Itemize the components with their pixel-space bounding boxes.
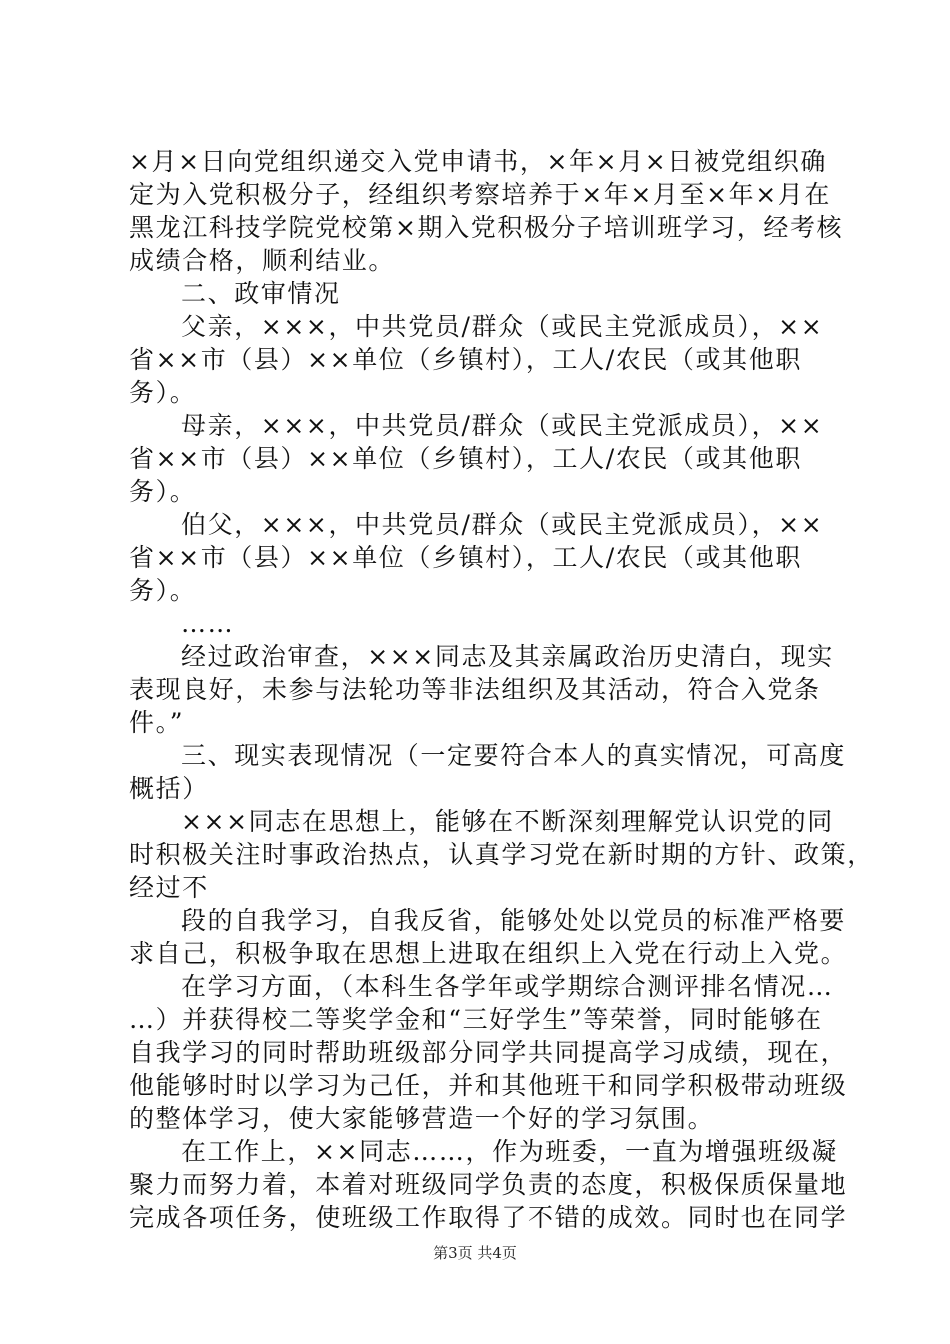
text-line: 经过政治审查，×××同志及其亲属政治历史清白，现实 bbox=[181, 642, 834, 671]
page-footer: 第3页 共4页 bbox=[433, 1244, 517, 1262]
text-line: …… bbox=[181, 609, 235, 638]
text-line: 省××市（县）××单位（乡镇村），工人/农民（或其他职 bbox=[129, 444, 802, 473]
text-line: 务）。 bbox=[129, 576, 197, 605]
text-line: 概括） bbox=[129, 774, 209, 803]
text-line: 父亲，×××，中共党员/群众（或民主党派成员），×× bbox=[181, 312, 824, 341]
text-line: 求自己，积极争取在思想上进取在组织上入党在行动上入党。 bbox=[129, 939, 848, 968]
text-line: 黑龙江科技学院党校第×期入党积极分子培训班学习，经考核 bbox=[129, 213, 844, 242]
text-line: 伯父，×××，中共党员/群众（或民主党派成员），×× bbox=[181, 510, 824, 539]
text-line: 在学习方面，（本科生各学年或学期综合测评排名情况… bbox=[181, 972, 834, 1001]
text-line: 二、政审情况 bbox=[181, 279, 341, 308]
text-line: 经过不 bbox=[129, 873, 209, 902]
text-line: 他能够时时以学习为己任，并和其他班干和同学积极带动班级 bbox=[129, 1071, 848, 1100]
text-line: 成绩合格，顺利结业。 bbox=[129, 246, 396, 275]
text-line: 完成各项任务，使班级工作取得了不错的成效。同时也在同学 bbox=[129, 1203, 848, 1232]
text-line: 的整体学习，使大家能够营造一个好的学习氛围。 bbox=[129, 1104, 715, 1133]
text-line: 聚力而努力着，本着对班级同学负责的态度，积极保质保量地 bbox=[129, 1170, 848, 1199]
text-line: 务）。 bbox=[129, 378, 197, 407]
text-line: 母亲，×××，中共党员/群众（或民主党派成员），×× bbox=[181, 411, 824, 440]
text-line: 段的自我学习，自我反省，能够处处以党员的标准严格要 bbox=[181, 906, 847, 935]
text-line: 三、现实表现情况（一定要符合本人的真实情况，可高度 bbox=[181, 741, 847, 770]
text-line: 在工作上，××同志……，作为班委，一直为增强班级凝 bbox=[181, 1137, 838, 1166]
text-line: 省××市（县）××单位（乡镇村），工人/农民（或其他职 bbox=[129, 345, 802, 374]
text-line: 件。” bbox=[129, 708, 185, 737]
text-line: …）并获得校二等奖学金和“三好学生”等荣誉，同时能够在 bbox=[129, 1005, 823, 1034]
text-line: 自我学习的同时帮助班级部分同学共同提高学习成绩，现在， bbox=[129, 1038, 848, 1067]
text-line: 省××市（县）××单位（乡镇村），工人/农民（或其他职 bbox=[129, 543, 802, 572]
text-line: ×××同志在思想上，能够在不断深刻理解党认识党的同 bbox=[181, 807, 834, 836]
text-line: 时积极关注时事政治热点，认真学习党在新时期的方针、政策， bbox=[129, 840, 874, 869]
text-line: 定为入党积极分子，经组织考察培养于×年×月至×年×月在 bbox=[129, 180, 831, 209]
text-line: ×月×日向党组织递交入党申请书，×年×月×日被党组织确 bbox=[129, 147, 827, 176]
text-line: 务）。 bbox=[129, 477, 197, 506]
text-line: 表现良好，未参与法轮功等非法组织及其活动，符合入党条 bbox=[129, 675, 821, 704]
